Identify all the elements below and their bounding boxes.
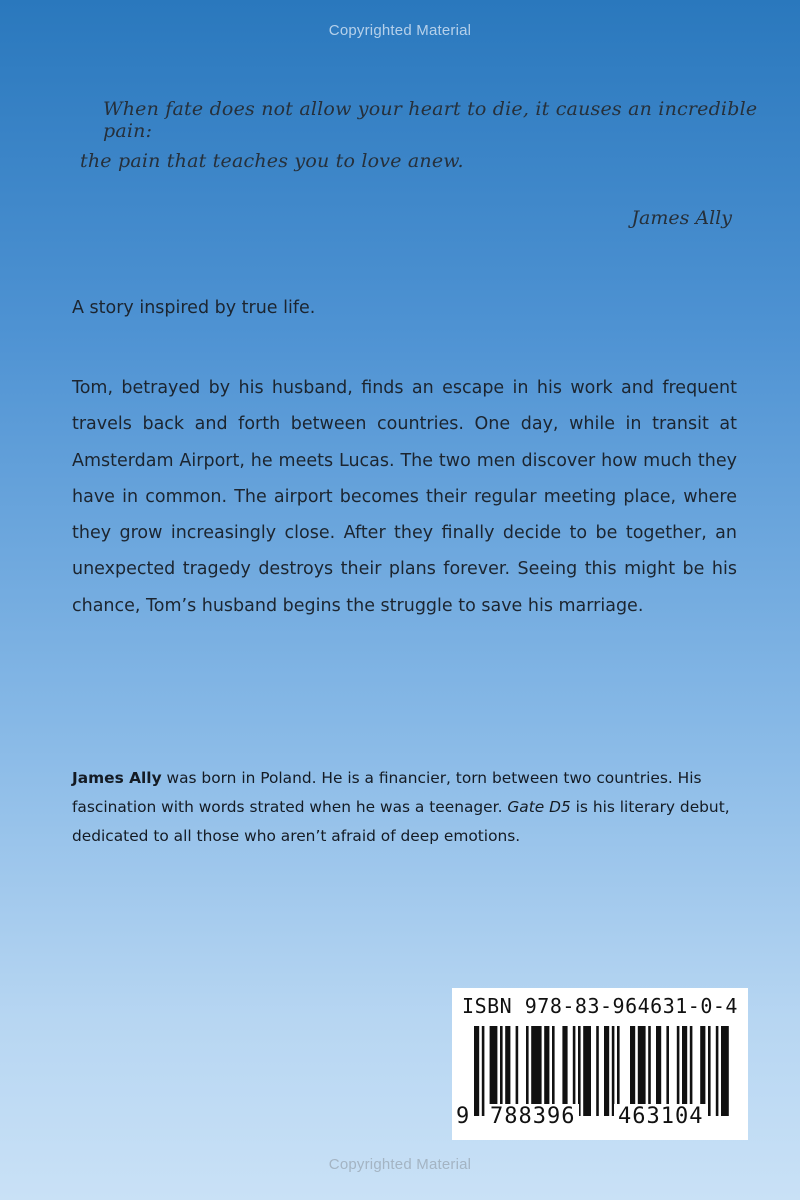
barcode-bar <box>648 1026 651 1116</box>
barcode-bar <box>630 1026 635 1116</box>
barcode-bar <box>526 1026 529 1116</box>
barcode-bars <box>462 1026 738 1116</box>
barcode-digits-right: 463104 <box>614 1104 707 1129</box>
barcode-bar <box>516 1026 519 1116</box>
barcode-bar <box>562 1026 567 1116</box>
bio-author-name: James Ally <box>72 769 162 787</box>
epigraph-author: James Ally <box>631 207 732 229</box>
barcode-bar <box>500 1026 503 1116</box>
barcode-bar <box>690 1026 693 1116</box>
barcode-bar <box>596 1026 599 1116</box>
barcode-bar <box>474 1026 479 1116</box>
barcode-bar <box>666 1026 669 1116</box>
isbn-barcode <box>452 988 748 1140</box>
barcode-bar <box>552 1026 555 1116</box>
tagline: A story inspired by true life. <box>72 298 316 318</box>
barcode-bar <box>482 1026 485 1116</box>
bio-text-1: was born in Poland. He is a financier, torn between two countries. His fascination with words strated when he was a teenager. <box>72 769 702 816</box>
barcode-bar <box>656 1026 661 1116</box>
epigraph-line-1: When fate does not allow your heart to die, it causes an incredible pain: <box>103 98 758 142</box>
barcode-digit-first: 9 <box>456 1104 470 1129</box>
author-bio <box>72 764 742 851</box>
bio-text-2: is his literary debut, dedicated to all those who aren’t afraid of deep emotions. <box>72 798 730 845</box>
barcode-bar <box>604 1026 609 1116</box>
synopsis: Tom, betrayed by his husband, finds an escape in his work and frequent travels back and forth between countries. One day, while in transit at Amsterdam Airport, he meets Lucas. The two men discover how much they have in common. The airport becomes their regular meeting place, where they grow increasingly close. After they finally decide to be together, an unexpected tragedy destroys their plans forever. Seeing this might be his chance, Tom’s husband begins the struggle to save his marriage. <box>72 378 737 616</box>
barcode-bar <box>708 1026 711 1116</box>
barcode-bar <box>612 1026 615 1116</box>
watermark-top: Copyrighted Material <box>328 22 472 39</box>
barcode-bar <box>583 1026 591 1116</box>
barcode-bar <box>544 1026 549 1116</box>
epigraph-line-2: the pain that teaches you to love anew. <box>80 150 464 172</box>
barcode-bar <box>573 1026 576 1116</box>
barcode-bar <box>677 1026 680 1116</box>
barcode-bar <box>490 1026 498 1116</box>
barcode-bar <box>531 1026 541 1116</box>
barcode-bar <box>721 1026 729 1116</box>
barcode-bar <box>505 1026 510 1116</box>
barcode-bar <box>638 1026 646 1116</box>
barcode-digits-left: 788396 <box>486 1104 579 1129</box>
barcode-bar <box>716 1026 719 1116</box>
barcode-bar <box>578 1026 581 1116</box>
bio-book-title: Gate D5 <box>507 798 571 816</box>
barcode-bar <box>682 1026 687 1116</box>
barcode-bar <box>617 1026 620 1116</box>
barcode-bar <box>700 1026 705 1116</box>
watermark-bottom: Copyrighted Material <box>328 1156 472 1173</box>
isbn-label: ISBN 978-83-964631-0-4 <box>462 994 738 1018</box>
